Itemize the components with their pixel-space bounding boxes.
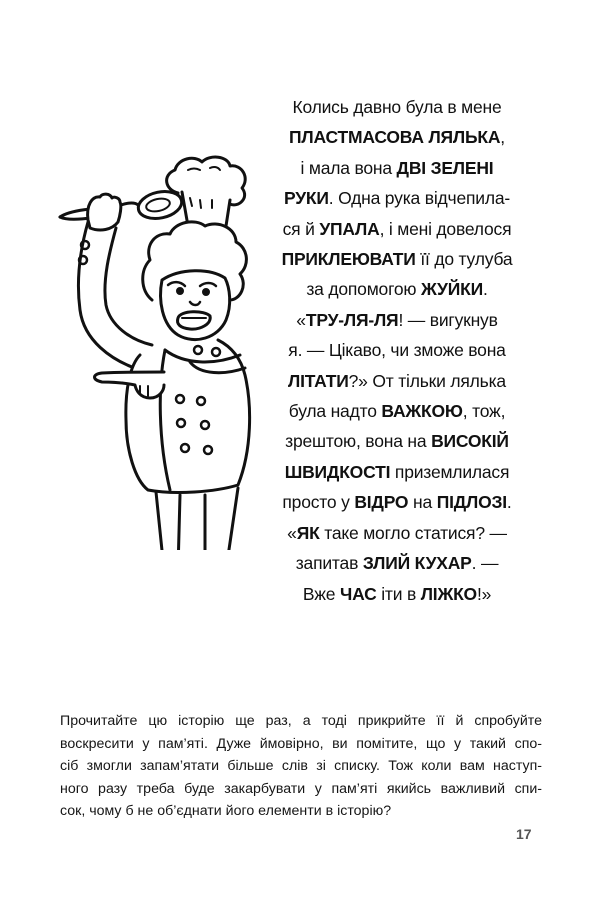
story-line: ШВИДКОСТІ приземлилася bbox=[284, 461, 510, 482]
page-number: 17 bbox=[516, 826, 532, 842]
story-line: Вже ЧАС іти в ЛІЖКО!» bbox=[302, 583, 492, 604]
paragraph-line: сіб змогли запам’ятати більше слів зі списку. Тож коли вам наступ- bbox=[60, 758, 542, 775]
story-line: я. — Цікаво, чи зможе вона bbox=[288, 340, 506, 361]
story-line: РУКИ. Одна рука відчепила- bbox=[283, 188, 510, 209]
story-line: запитав ЗЛИЙ КУХАР. — bbox=[295, 553, 499, 574]
story-line: ПЛАСТМАСОВА ЛЯЛЬКА, bbox=[289, 127, 505, 148]
story-line: і мала вона ДВІ ЗЕЛЕНІ bbox=[300, 157, 494, 178]
story-text bbox=[252, 92, 542, 609]
story-line: просто у ВІДРО на ПІДЛОЗІ. bbox=[282, 492, 512, 513]
story-line: «ТРУ-ЛЯ-ЛЯ! — вигукнув bbox=[296, 309, 498, 330]
story-line: за допомогою ЖУЙКИ. bbox=[306, 279, 488, 300]
paragraph-line: Прочитайте цю історію ще раз, а тоді прикрийте її й спробуйте bbox=[60, 713, 542, 729]
story-line: ПРИКЛЕЮВАТИ її до тулуба bbox=[281, 249, 513, 270]
instruction-paragraph bbox=[60, 710, 542, 823]
paragraph-line: воскресити у пам’яті. Дуже ймовірно, ви помітите, що у такий спо- bbox=[60, 735, 542, 752]
story-line: ся й УПАЛА, і мені довелося bbox=[282, 218, 512, 239]
story-line: Колись давно була в мене bbox=[292, 97, 502, 117]
story-line: «ЯК таке могло статися? — bbox=[287, 522, 507, 543]
story-line: була надто ВАЖКОЮ, тож, bbox=[288, 401, 506, 422]
paragraph-line: сок, чому б не об’єднати його елементи в історію? bbox=[60, 803, 392, 820]
story-line: ЛІТАТИ?» От тільки лялька bbox=[288, 370, 506, 391]
chef-illustration bbox=[40, 150, 270, 550]
chef-icon bbox=[40, 150, 270, 550]
paragraph-line: ного разу треба буде закарбувати у пам’яті якийсь важливий спи- bbox=[60, 780, 542, 797]
story-line: зрештою, вона на ВИСОКІЙ bbox=[285, 431, 509, 452]
